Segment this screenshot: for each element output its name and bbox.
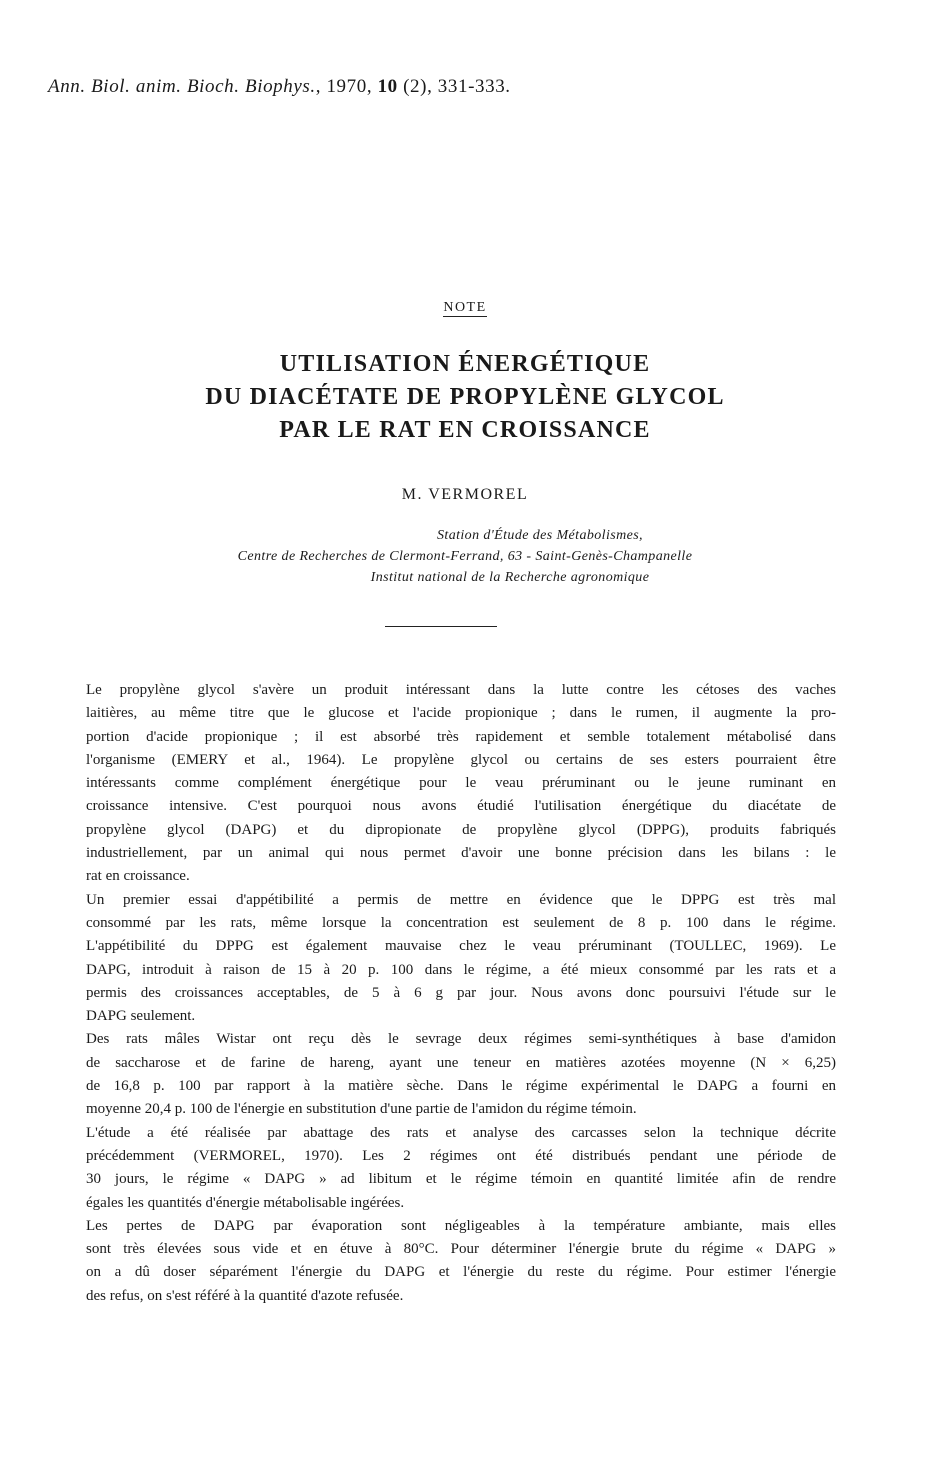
paragraph-line: Les pertes de DAPG par évaporation sont négligeables à la température ambiante, mais elles — [86, 1217, 836, 1234]
paragraph-line: propylène glycol (DAPG) et du dipropionate de propylène glycol (DPPG), produits fabriqués — [86, 821, 836, 838]
paragraph-line: Le propylène glycol s'avère un produit intéressant dans la lutte contre les cétoses des vaches — [86, 682, 836, 698]
title-line: PAR LE RAT EN CROISSANCE — [279, 417, 651, 443]
paragraph-line: industriellement, par un animal qui nous permet d'avoir une bonne précision dans les bilans : le — [86, 845, 836, 862]
paragraph-line: l'organisme (EMERY et al., 1964). Le propylène glycol ou certains de ses esters pourraient être — [86, 751, 836, 768]
paragraph-line: laitières, au même titre que le glucose et l'acide propionique ; dans le rumen, il augmente la pro- — [86, 705, 836, 722]
paragraph-line: des refus, on s'est référé à la quantité d'azote refusée. — [86, 1287, 404, 1304]
citation-year: , 1970, — [315, 76, 378, 97]
paragraph-line: portion d'acide propionique ; il est absorbé très rapidement et semble totalement métabolisé dans — [86, 728, 836, 745]
paragraph-line: moyenne 20,4 p. 100 de l'énergie en substitution d'une partie de l'amidon du régime témoin. — [86, 1101, 637, 1118]
citation-journal: Ann. Biol. anim. Bioch. Biophys. — [48, 76, 316, 97]
journal-citation — [48, 76, 511, 98]
citation-volume: 10 — [377, 76, 398, 97]
affiliation-line: Centre de Recherches de Clermont-Ferrand, 63 - Saint-Genès-Champanelle — [237, 549, 693, 564]
body-paragraph — [50, 1028, 836, 1121]
paragraph-line: DAPG seulement. — [86, 1008, 196, 1025]
note-label: NOTE — [443, 300, 487, 315]
paragraph-line: intéressants comme complément énergétique pour le veau préruminant ou le jeune ruminant en — [86, 775, 836, 792]
paragraph-line: sont très élevées sous vide et en étuve à 80°C. Pour déterminer l'énergie brute du régime « DAPG » — [86, 1241, 836, 1258]
title-line: DU DIACÉTATE DE PROPYLÈNE GLYCOL — [205, 384, 725, 410]
body-paragraph — [50, 679, 836, 889]
affiliation-line: Station d'Étude des Métabolismes, — [437, 528, 643, 543]
body-paragraph — [50, 1215, 836, 1308]
citation-pages: (2), 331-333. — [397, 76, 511, 97]
author-name: M. VERMOREL — [401, 486, 529, 503]
title-line: UTILISATION ÉNERGÉTIQUE — [279, 351, 651, 377]
paragraph-line: on a dû doser séparément l'énergie du DAPG et l'énergie du reste du régime. Pour estimer l'énergie — [86, 1264, 836, 1281]
paragraph-line: de saccharose et de farine de hareng, ayant une teneur en matières azotées moyenne (N × 6,25) — [86, 1054, 836, 1071]
paragraph-line: permis des croissances acceptables, de 5 à 6 g par jour. Nous avons donc poursuivi l'étude sur le — [86, 984, 836, 1001]
paragraph-line: L'appétibilité du DPPG est également mauvaise chez le veau préruminant (TOULLEC, 1969). Le — [86, 938, 836, 955]
affiliation-line: Institut national de la Recherche agronomique — [370, 570, 650, 585]
paragraph-line: précédemment (VERMOREL, 1970). Les 2 régimes ont été distribués pendant une période de — [86, 1147, 836, 1164]
article-title — [0, 348, 930, 447]
body-paragraph — [50, 889, 836, 1029]
author-affiliation — [0, 525, 930, 588]
separator-rule — [385, 626, 497, 627]
article-body — [50, 679, 836, 1308]
paragraph-line: 30 jours, le régime « DAPG » ad libitum et le régime témoin en quantité limitée afin de rendre — [86, 1171, 836, 1188]
paragraph-line: rat en croissance. — [86, 868, 190, 885]
body-paragraph — [50, 1122, 836, 1215]
paragraph-line: égales les quantités d'énergie métabolisable ingérées. — [86, 1194, 405, 1211]
paragraph-line: Un premier essai d'appétibilité a permis de mettre en évidence que le DPPG est très mal — [86, 891, 836, 908]
paragraph-line: consommé par les rats, même lorsque la concentration est seulement de 8 p. 100 dans le régime. — [86, 914, 836, 931]
paragraph-line: croissance intensive. C'est pourquoi nous avons étudié l'utilisation énergétique du diacétate de — [86, 798, 836, 815]
paragraph-line: de 16,8 p. 100 par rapport à la matière sèche. Dans le régime expérimental le DAPG a fourni en — [86, 1078, 836, 1095]
paragraph-line: L'étude a été réalisée par abattage des rats et analyse des carcasses selon la technique décrite — [86, 1124, 836, 1141]
paragraph-line: DAPG, introduit à raison de 15 à 20 p. 100 dans le régime, a été mieux consommé par les rats et a — [86, 961, 836, 978]
paragraph-line: Des rats mâles Wistar ont reçu dès le sevrage deux régimes semi-synthétiques à base d'amidon — [86, 1031, 836, 1048]
